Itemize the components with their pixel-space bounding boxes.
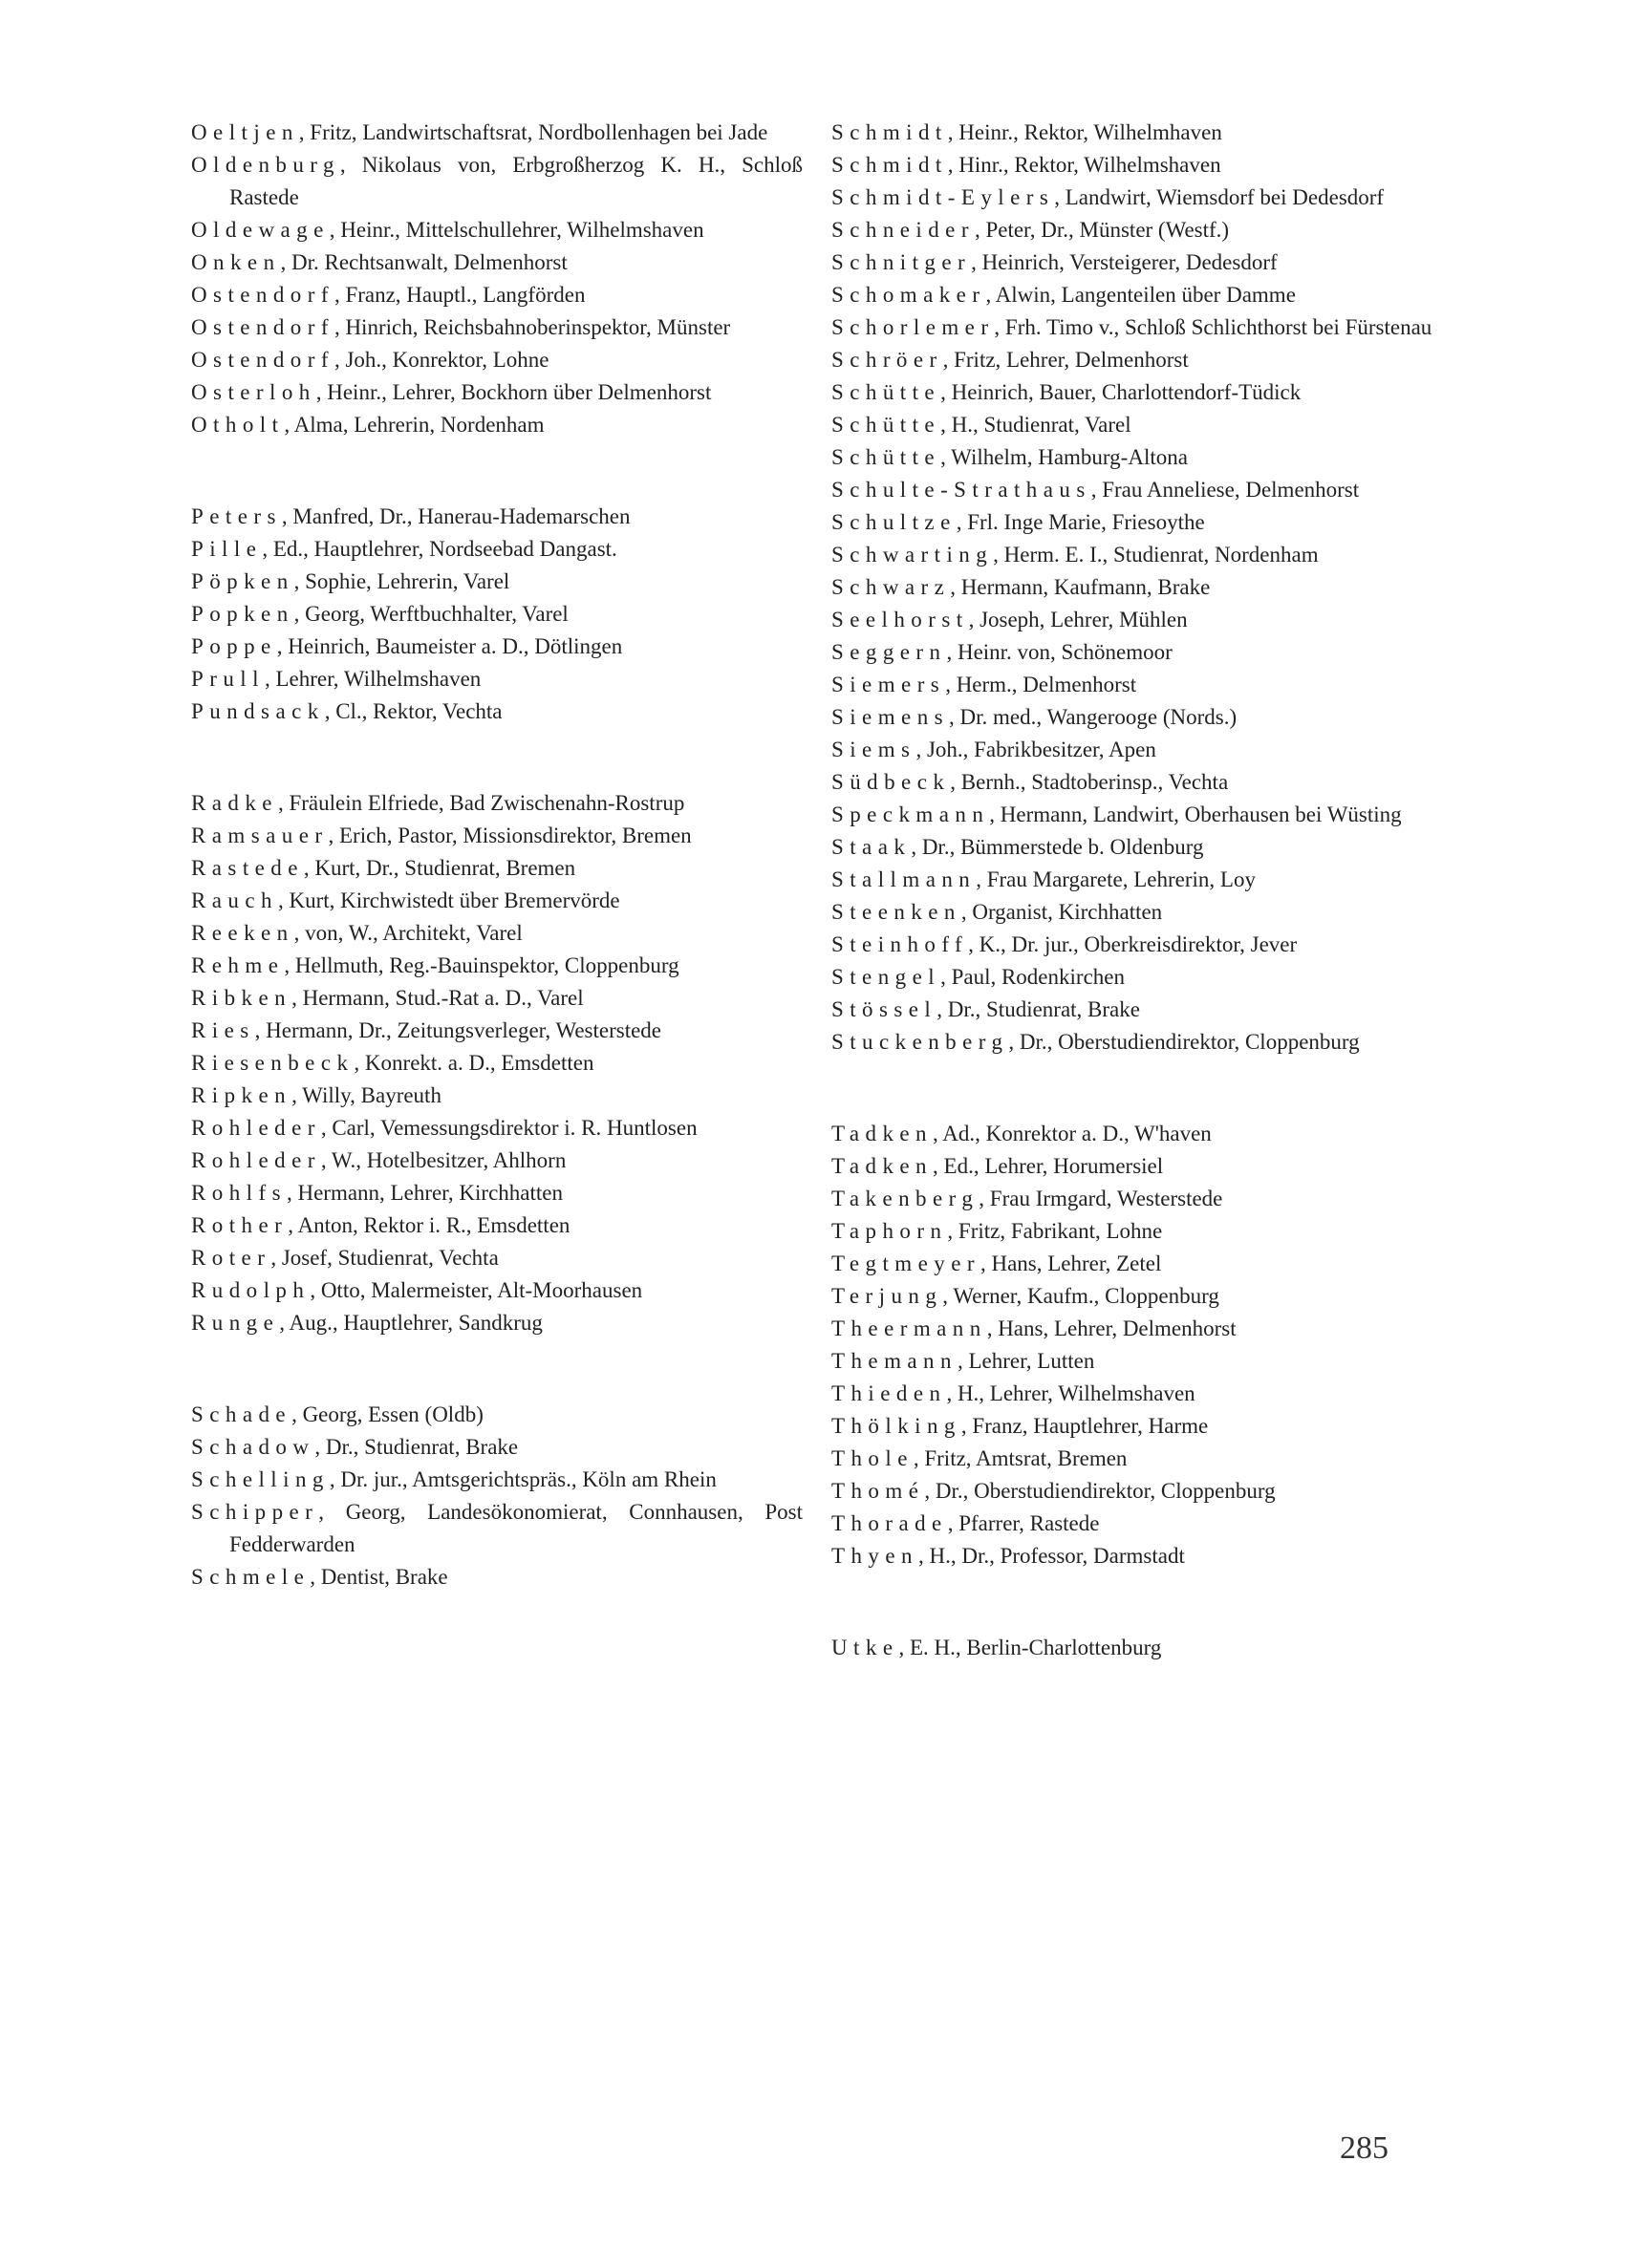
entry-surname: Schütte: [831, 380, 941, 404]
directory-entry: [831, 1410, 1443, 1443]
directory-entry: [831, 311, 1443, 344]
directory-entry: [831, 117, 1443, 149]
entry-details: , Ad., Konrektor a. D., W'haven: [933, 1122, 1212, 1145]
directory-entry: [191, 1274, 803, 1307]
directory-entry: [191, 1047, 803, 1080]
entry-surname: Ries: [191, 1018, 255, 1042]
entry-surname: Siemers: [831, 673, 946, 696]
entry-surname: Schnitger: [831, 250, 972, 274]
directory-entry: [191, 1177, 803, 1209]
entry-details: , Dentist, Brake: [310, 1565, 448, 1589]
entry-surname: Thole: [831, 1446, 914, 1470]
directory-entry: [831, 1026, 1443, 1059]
entry-details: , Kurt, Dr., Studienrat, Bremen: [303, 856, 576, 880]
entry-details: , H., Dr., Professor, Darmstadt: [917, 1544, 1185, 1568]
entry-details: , Sophie, Lehrerin, Varel: [293, 569, 510, 593]
entry-details: , Anton, Rektor i. R., Emsdetten: [288, 1213, 570, 1237]
entry-surname: Onken: [191, 250, 281, 274]
entry-surname: Popken: [191, 602, 294, 626]
entry-surname: Terjung: [831, 1284, 943, 1308]
entry-surname: Radke: [191, 791, 278, 815]
directory-entry: [191, 1145, 803, 1177]
entry-details: , E. H., Berlin-Charlottenburg: [898, 1636, 1162, 1659]
entry-details: , Dr., Oberstudiendirektor, Cloppenburg: [1008, 1030, 1360, 1054]
directory-entry: [191, 1015, 803, 1047]
entry-surname: Runge: [191, 1311, 280, 1335]
entry-surname: Pöpken: [191, 569, 294, 593]
directory-entry: [191, 1561, 803, 1594]
entry-details: , Organist, Kirchhatten: [960, 900, 1163, 924]
entry-details: , Manfred, Dr., Hanerau-Hademarschen: [281, 504, 631, 528]
directory-entry: [831, 961, 1443, 994]
entry-details: , Hermann, Landwirt, Oberhausen bei Wüsting: [989, 802, 1402, 826]
entry-details: , Dr. Rechtsanwalt, Delmenhorst: [280, 250, 568, 274]
directory-entry: [191, 311, 803, 344]
entry-surname: Schmidt-Eylers: [831, 185, 1055, 209]
entry-details: , Hermann, Dr., Zeitungsverleger, Westerstede: [254, 1018, 662, 1042]
entry-details: , Heinr., Lehrer, Bockhorn über Delmenhorst: [315, 380, 712, 404]
entry-details: , Franz, Hauptlehrer, Harme: [960, 1414, 1209, 1438]
entry-details: , Georg, Landesökonomierat, Connhausen, Post Fedderwarden: [229, 1500, 803, 1556]
entry-surname: Siems: [831, 738, 916, 761]
directory-entry: [191, 1242, 803, 1274]
entry-surname: Otholt: [191, 413, 285, 437]
letter-group: [831, 1632, 1443, 1664]
entry-surname: Ostendorf: [191, 348, 334, 372]
entry-details: , Heinrich, Versteigerer, Dedesdorf: [971, 250, 1278, 274]
entry-details: , Fritz, Landwirtschaftsrat, Nordbollenhagen bei Jade: [298, 120, 768, 144]
directory-entry: [831, 1508, 1443, 1540]
entry-surname: Siemens: [831, 705, 950, 729]
entry-details: , Nikolaus von, Erbgroßherzog K. H., Schloß Rastede: [229, 153, 803, 209]
entry-details: , Fritz, Amtsrat, Bremen: [913, 1446, 1128, 1470]
entry-details: , Erich, Pastor, Missionsdirektor, Bremen: [328, 824, 692, 847]
entry-details: , Landwirt, Wiemsdorf bei Dedesdorf: [1054, 185, 1385, 209]
entry-details: , Heinr., Mittelschullehrer, Wilhelmshaven: [329, 218, 704, 242]
directory-entry: [831, 799, 1443, 831]
directory-entry: [831, 1475, 1443, 1508]
directory-entry: [831, 344, 1443, 376]
entry-details: , Josef, Studienrat, Vechta: [270, 1246, 499, 1270]
directory-entry: [831, 929, 1443, 961]
entry-details: , Hinr., Rektor, Wilhelmshaven: [947, 153, 1221, 177]
entry-details: , Dr., Oberstudiendirektor, Cloppenburg: [924, 1479, 1276, 1503]
entry-surname: Rastede: [191, 856, 304, 880]
entry-details: , Hinrich, Reichsbahnoberinspektor, Münster: [334, 315, 731, 339]
entry-surname: Prull: [191, 667, 265, 691]
entry-surname: Schmidt: [831, 153, 948, 177]
entry-surname: Reeken: [191, 921, 294, 945]
entry-surname: Schütte: [831, 445, 941, 469]
entry-surname: Pille: [191, 537, 263, 561]
directory-entry: [191, 246, 803, 279]
entry-details: , Frl. Inge Marie, Friesoythe: [956, 510, 1205, 534]
entry-details: , Werner, Kaufm., Cloppenburg: [942, 1284, 1219, 1308]
entry-surname: Rehme: [191, 953, 285, 977]
entry-surname: Rohleder: [191, 1116, 321, 1140]
entry-surname: Schulte-Strathaus: [831, 478, 1091, 502]
directory-entry: [831, 506, 1443, 539]
directory-entry: [831, 734, 1443, 766]
directory-entry: [191, 1431, 803, 1464]
entry-surname: Thölking: [831, 1414, 961, 1438]
directory-entry: [831, 246, 1443, 279]
entry-details: , Hermann, Stud.-Rat a. D., Varel: [291, 986, 584, 1010]
entry-surname: Ripken: [191, 1083, 292, 1107]
directory-entry: [831, 1183, 1443, 1215]
entry-details: , Dr., Studienrat, Brake: [936, 997, 1140, 1021]
entry-details: , Fräulein Elfriede, Bad Zwischenahn-Rostrup: [277, 791, 685, 815]
entry-surname: Stössel: [831, 997, 937, 1021]
entry-details: , Joseph, Lehrer, Mühlen: [968, 608, 1188, 631]
directory-entry: [831, 441, 1443, 474]
page-number: 285: [1340, 2130, 1388, 2166]
entry-surname: Schröer: [831, 348, 943, 372]
directory-entry: [831, 279, 1443, 311]
letter-group: [831, 117, 1443, 1059]
directory-entry: [831, 896, 1443, 929]
entry-details: , Georg, Essen (Oldb): [291, 1402, 484, 1426]
directory-entry: [191, 279, 803, 311]
entry-surname: Schelling: [191, 1467, 330, 1491]
entry-surname: Schmidt: [831, 120, 948, 144]
entry-details: , Hans, Lehrer, Delmenhorst: [986, 1316, 1237, 1340]
entry-surname: Schmele: [191, 1565, 311, 1589]
entry-surname: Stallmann: [831, 867, 977, 891]
directory-entry: [831, 669, 1443, 701]
entry-details: , Ed., Lehrer, Horumersiel: [933, 1154, 1164, 1178]
letter-group: [191, 501, 803, 728]
directory-entry: [831, 1313, 1443, 1345]
directory-entry: [831, 182, 1443, 214]
entry-surname: Rother: [191, 1213, 289, 1237]
entry-details: , W., Hotelbesitzer, Ahlhorn: [320, 1148, 567, 1172]
entry-surname: Schadow: [191, 1435, 315, 1459]
entry-surname: Poppe: [191, 634, 277, 658]
entry-surname: Thyen: [831, 1544, 918, 1568]
entry-surname: Schwarting: [831, 543, 994, 567]
directory-entry: [191, 631, 803, 663]
entry-details: , Frau Anneliese, Delmenhorst: [1090, 478, 1360, 502]
entry-surname: Schneider: [831, 218, 975, 242]
directory-entry: [831, 474, 1443, 506]
directory-entry: [831, 409, 1443, 441]
directory-entry: [831, 1150, 1443, 1183]
entry-details: , Alwin, Langenteilen über Damme: [985, 283, 1296, 307]
directory-entry: [191, 1399, 803, 1431]
entry-surname: Staak: [831, 835, 912, 859]
directory-entry: [831, 701, 1443, 734]
directory-entry: [831, 1215, 1443, 1248]
entry-surname: Steenken: [831, 900, 961, 924]
directory-entry: [831, 1345, 1443, 1378]
directory-entry: [831, 376, 1443, 409]
entry-surname: Ramsauer: [191, 824, 329, 847]
entry-surname: Ribken: [191, 986, 292, 1010]
entry-surname: Riesenbeck: [191, 1051, 355, 1075]
entry-details: , Pfarrer, Rastede: [947, 1511, 1100, 1535]
entry-details: , Lehrer, Lutten: [957, 1349, 1095, 1373]
directory-entry: [831, 539, 1443, 571]
directory-entry: [191, 950, 803, 982]
letter-group: [191, 787, 803, 1339]
entry-details: , Konrekt. a. D., Emsdetten: [354, 1051, 594, 1075]
directory-entry: [191, 598, 803, 631]
entry-surname: Takenberg: [831, 1187, 979, 1210]
entry-details: , Paul, Rodenkirchen: [940, 965, 1125, 989]
directory-entry: [191, 1080, 803, 1112]
entry-surname: Seggern: [831, 640, 947, 664]
directory-entry: [831, 571, 1443, 604]
entry-details: , Bernh., Stadtoberinsp., Vechta: [950, 770, 1229, 794]
directory-entry: [831, 1248, 1443, 1280]
entry-details: , Frau Irmgard, Westerstede: [979, 1187, 1223, 1210]
directory-entry: [191, 344, 803, 376]
entry-details: , Kurt, Kirchwistedt über Bremervörde: [277, 888, 620, 912]
left-column: [191, 117, 803, 1594]
entry-surname: Seelhorst: [831, 608, 969, 631]
entry-details: , Dr., Studienrat, Brake: [314, 1435, 519, 1459]
entry-details: , Willy, Bayreuth: [291, 1083, 441, 1107]
entry-surname: Schorlemer: [831, 315, 995, 339]
entry-details: , H., Studienrat, Varel: [940, 413, 1131, 437]
entry-details: , Heinrich, Bauer, Charlottendorf-Tüdick: [940, 380, 1302, 404]
entry-details: , Lehrer, Wilhelmshaven: [264, 667, 482, 691]
directory-entry: [191, 787, 803, 820]
entry-surname: Taphorn: [831, 1219, 948, 1243]
entry-surname: Speckmann: [831, 802, 990, 826]
directory-entry: [191, 409, 803, 441]
entry-surname: Rohleder: [191, 1148, 321, 1172]
entry-surname: Theermann: [831, 1316, 987, 1340]
directory-entry: [191, 695, 803, 728]
directory-entry: [191, 376, 803, 409]
directory-entry: [831, 994, 1443, 1026]
entry-details: , Joh., Konrektor, Lohne: [334, 348, 549, 372]
entry-details: , Herm., Delmenhorst: [945, 673, 1137, 696]
directory-entry: [191, 1496, 803, 1561]
entry-details: , Dr. jur., Amtsgerichtspräs., Köln am Rhein: [329, 1467, 717, 1491]
entry-details: , Peter, Dr., Münster (Westf.): [974, 218, 1230, 242]
directory-entry: [831, 1280, 1443, 1313]
letter-group: [191, 117, 803, 441]
entry-surname: Roter: [191, 1246, 271, 1270]
entry-surname: Schultze: [831, 510, 957, 534]
entry-details: , Otto, Malermeister, Alt-Moorhausen: [310, 1278, 643, 1302]
directory-entry: [191, 852, 803, 885]
directory-entry: [191, 982, 803, 1015]
entry-surname: Rauch: [191, 888, 278, 912]
entry-details: , Heinr., Rektor, Wilhelmhaven: [947, 120, 1222, 144]
entry-surname: Schomaker: [831, 283, 986, 307]
entry-details: , Heinr. von, Schönemoor: [946, 640, 1173, 664]
entry-surname: Utke: [831, 1636, 899, 1659]
entry-details: , Hermann, Lehrer, Kirchhatten: [286, 1181, 563, 1205]
entry-surname: Tadken: [831, 1122, 934, 1145]
directory-entry: [831, 864, 1443, 896]
directory-entry: [831, 1632, 1443, 1664]
entry-details: , Hellmuth, Reg.-Bauinspektor, Cloppenburg: [284, 953, 679, 977]
directory-entry: [191, 214, 803, 246]
directory-entry: [831, 636, 1443, 669]
directory-entry: [191, 1209, 803, 1242]
directory-entry: [831, 604, 1443, 636]
entry-details: , von, W., Architekt, Varel: [293, 921, 523, 945]
entry-surname: Thomé: [831, 1479, 925, 1503]
entry-details: , Franz, Hauptl., Langförden: [334, 283, 586, 307]
entry-surname: Schwarz: [831, 575, 951, 599]
entry-details: , Fritz, Fabrikant, Lohne: [947, 1219, 1163, 1243]
entry-details: , K., Dr. jur., Oberkreisdirektor, Jever: [968, 932, 1298, 956]
right-column: [831, 117, 1443, 1664]
directory-entry: [831, 766, 1443, 799]
entry-details: , Fritz, Lehrer, Delmenhorst: [942, 348, 1189, 372]
entry-details: , Ed., Hauptlehrer, Nordseebad Dangast.: [262, 537, 617, 561]
entry-details: , Aug., Hauptlehrer, Sandkrug: [279, 1311, 543, 1335]
directory-entry: [831, 1378, 1443, 1410]
entry-surname: Rudolph: [191, 1278, 311, 1302]
entry-details: , Carl, Vemessungsdirektor i. R. Huntlosen: [320, 1116, 698, 1140]
entry-surname: Tadken: [831, 1154, 934, 1178]
entry-surname: Schütte: [831, 413, 941, 437]
directory-entry: [191, 663, 803, 695]
entry-details: , Cl., Rektor, Vechta: [324, 699, 503, 723]
directory-entry: [831, 1118, 1443, 1150]
letter-group: [831, 1118, 1443, 1573]
entry-surname: Steinhoff: [831, 932, 969, 956]
entry-details: , Herm. E. I., Studienrat, Nordenham: [993, 543, 1319, 567]
entry-details: , Heinrich, Baumeister a. D., Dötlingen: [276, 634, 623, 658]
letter-group: [191, 1399, 803, 1594]
entry-surname: Südbeck: [831, 770, 951, 794]
directory-entry: [831, 214, 1443, 246]
entry-details: , Hermann, Kaufmann, Brake: [950, 575, 1211, 599]
directory-entry: [191, 917, 803, 950]
directory-entry: [191, 885, 803, 917]
entry-surname: Thorade: [831, 1511, 948, 1535]
entry-surname: Schade: [191, 1402, 292, 1426]
entry-details: , Dr. med., Wangerooge (Nords.): [949, 705, 1238, 729]
entry-surname: Rohlfs: [191, 1181, 287, 1205]
entry-details: , Frau Margarete, Lehrerin, Loy: [976, 867, 1256, 891]
entry-surname: Stuckenberg: [831, 1030, 1009, 1054]
entry-surname: Stengel: [831, 965, 941, 989]
directory-entry: [191, 566, 803, 598]
directory-entry: [191, 1464, 803, 1496]
directory-entry: [831, 1540, 1443, 1573]
directory-entry: [191, 533, 803, 566]
directory-entry: [191, 501, 803, 533]
directory-entry: [191, 1307, 803, 1339]
entry-surname: Peters: [191, 504, 282, 528]
directory-entry: [831, 831, 1443, 864]
entry-surname: Oeltjen: [191, 120, 299, 144]
entry-surname: Ostendorf: [191, 283, 334, 307]
directory-entry: [191, 1112, 803, 1145]
directory-entry: [191, 820, 803, 852]
entry-surname: Oldenburg: [191, 153, 340, 177]
directory-entry: [191, 117, 803, 149]
entry-surname: Themann: [831, 1349, 958, 1373]
directory-entry: [191, 149, 803, 214]
entry-surname: Ostendorf: [191, 315, 334, 339]
entry-details: , Hans, Lehrer, Zetel: [979, 1252, 1162, 1275]
entry-surname: Schipper: [191, 1500, 319, 1524]
entry-surname: Oldewage: [191, 218, 330, 242]
entry-details: , Wilhelm, Hamburg-Altona: [940, 445, 1188, 469]
directory-entry: [831, 1443, 1443, 1475]
entry-surname: Tegtmeyer: [831, 1252, 980, 1275]
entry-surname: Osterloh: [191, 380, 316, 404]
entry-details: , Frh. Timo v., Schloß Schlichthorst bei Fürstenau: [994, 315, 1432, 339]
entry-details: , Dr., Bümmerstede b. Oldenburg: [911, 835, 1204, 859]
entry-details: , Alma, Lehrerin, Nordenham: [284, 413, 545, 437]
entry-surname: Pundsack: [191, 699, 325, 723]
entry-details: , H., Lehrer, Wilhelmshaven: [946, 1381, 1195, 1405]
entry-details: , Georg, Werftbuchhalter, Varel: [293, 602, 569, 626]
entry-surname: Thieden: [831, 1381, 947, 1405]
directory-entry: [831, 149, 1443, 182]
entry-details: , Joh., Fabrikbesitzer, Apen: [915, 738, 1156, 761]
